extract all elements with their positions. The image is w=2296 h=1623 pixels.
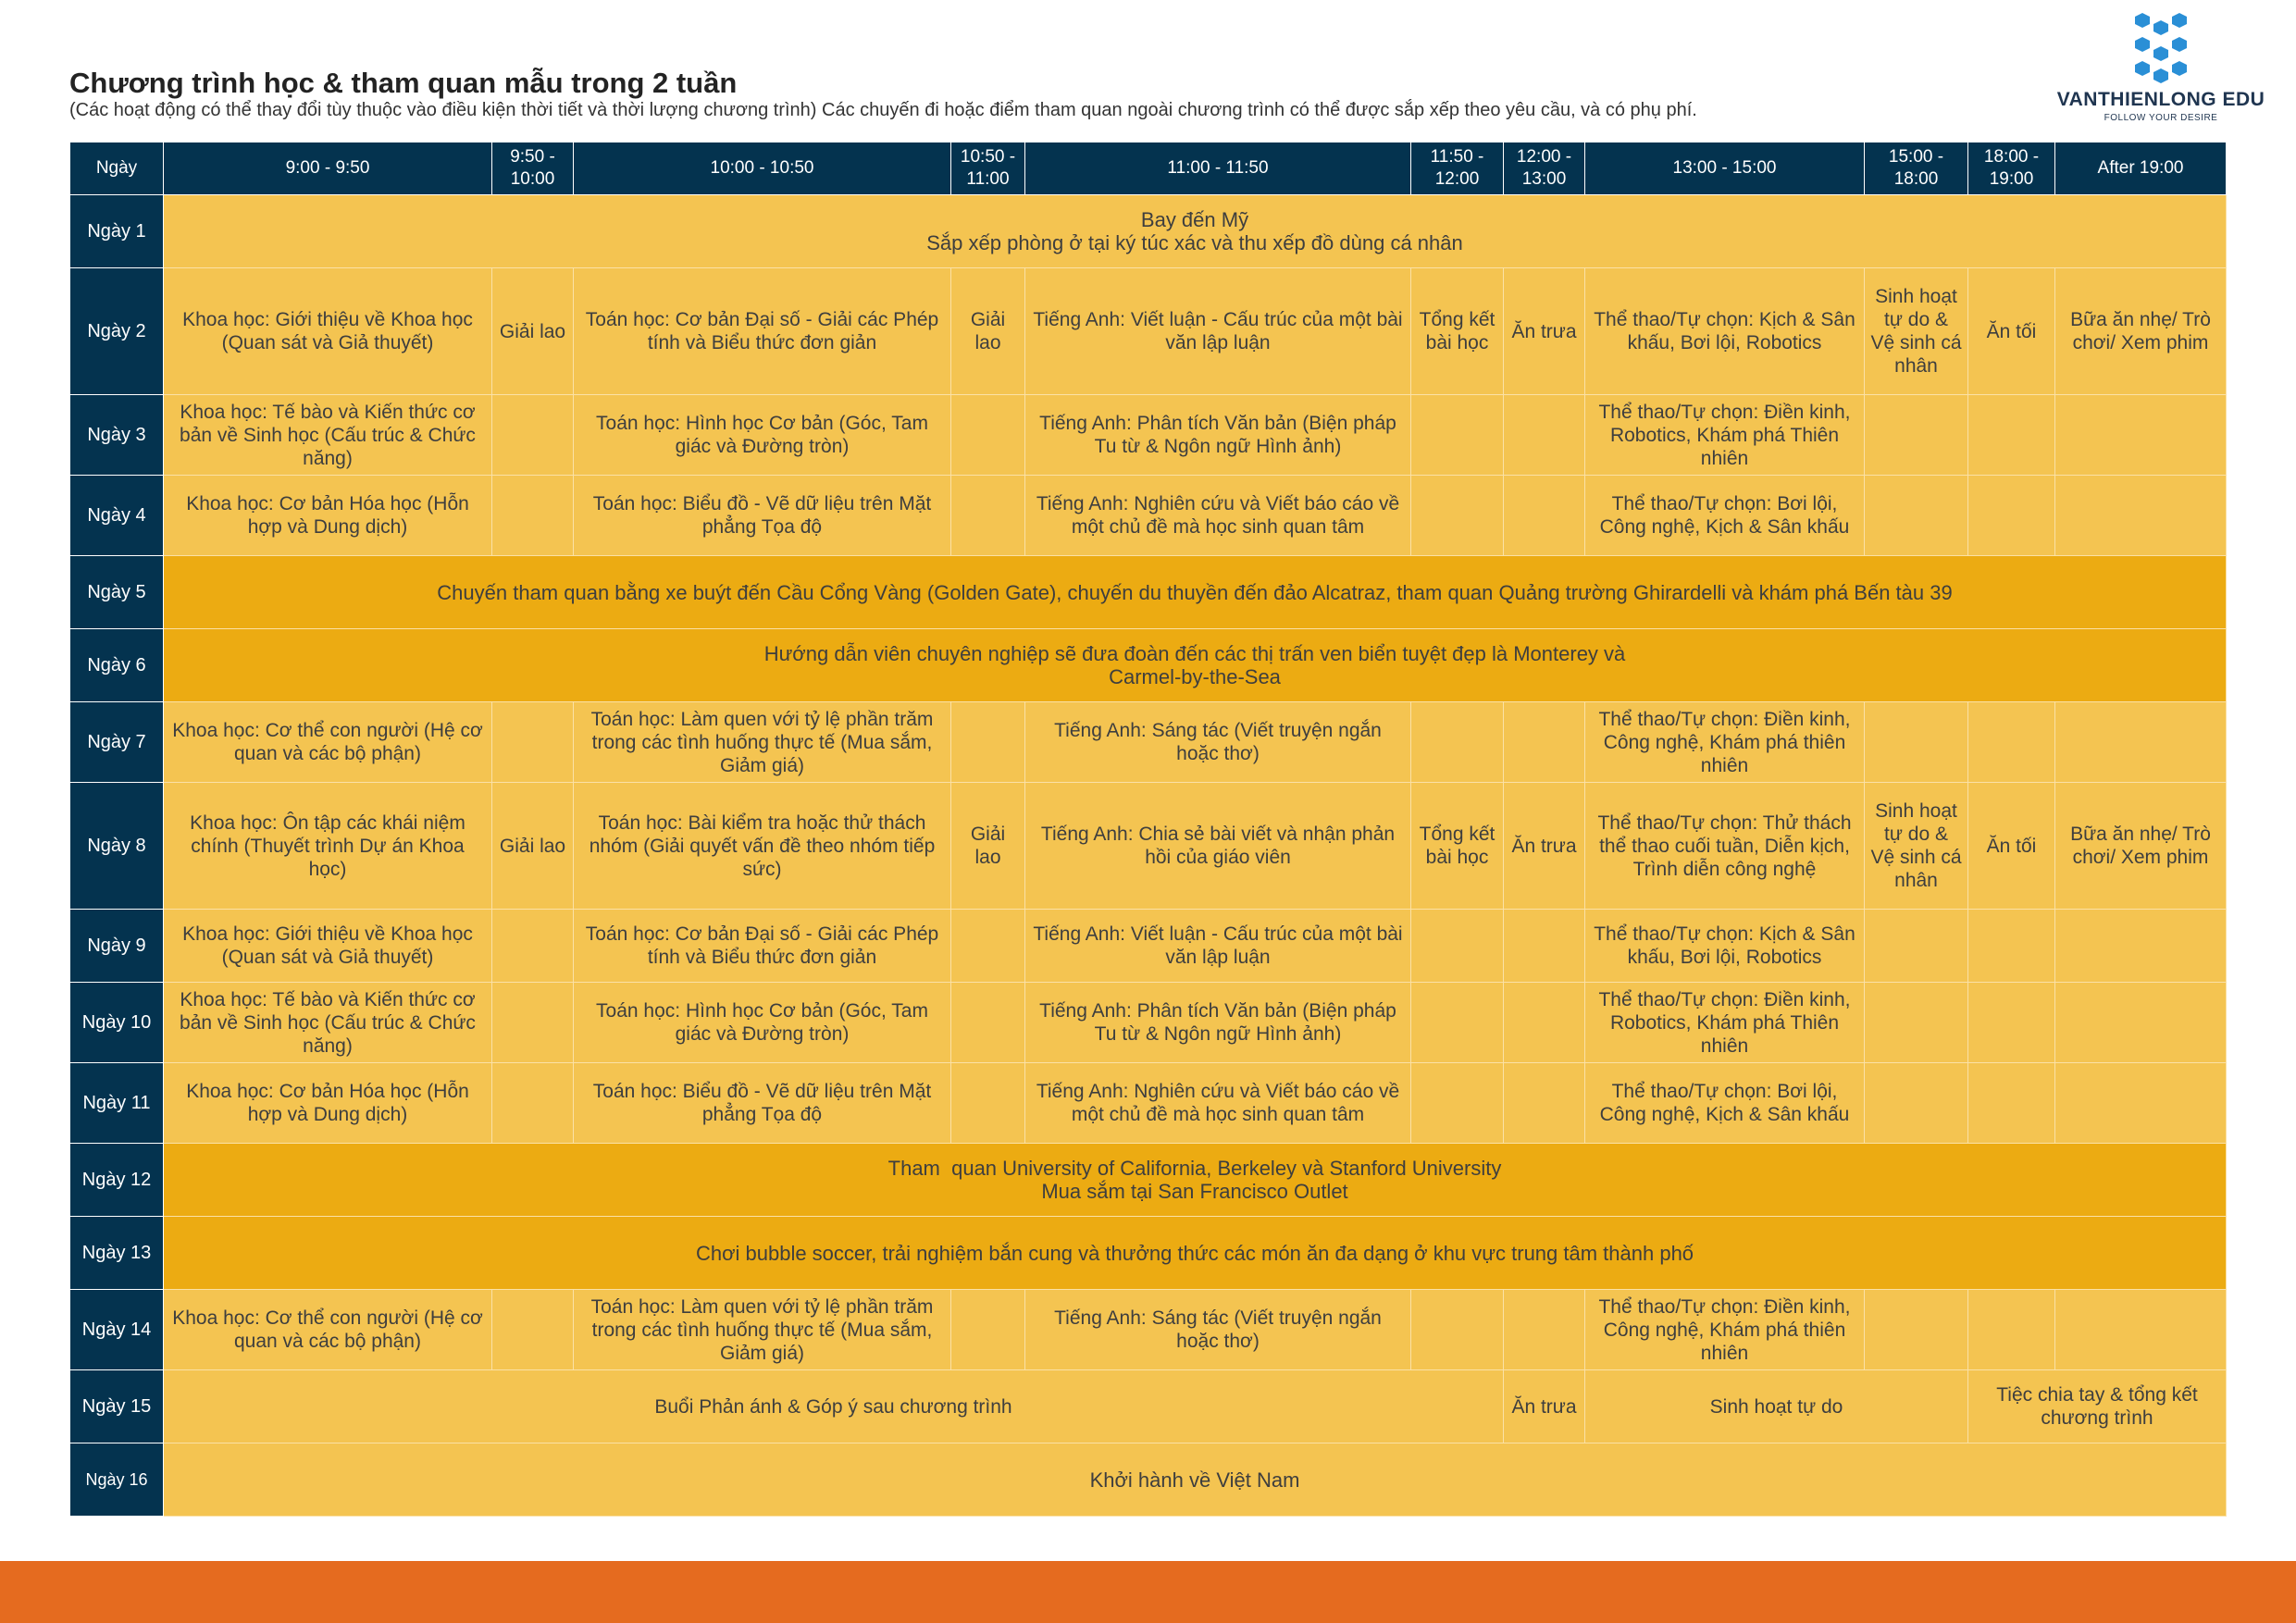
empty-cell bbox=[951, 910, 1025, 983]
lunch-cell: Ăn trưa bbox=[1504, 1370, 1585, 1443]
sports-cell: Thể thao/Tự chọn: Kịch & Sân khấu, Bơi lội, Robotics bbox=[1585, 910, 1865, 983]
english-cell: Tiếng Anh: Phân tích Văn bản (Biện pháp Tu từ & Ngôn ngữ Hình ảnh) bbox=[1025, 395, 1411, 476]
activity-line: Sắp xếp phòng ở tại ký túc xác và thu xếp đồ dùng cá nhân bbox=[926, 231, 1463, 254]
empty-cell bbox=[1968, 1063, 2055, 1144]
brand-logo bbox=[2045, 11, 2277, 123]
col-header-1500: 15:00 - 18:00 bbox=[1865, 142, 1968, 195]
empty-cell bbox=[2055, 910, 2227, 983]
break-cell: Giải lao bbox=[951, 268, 1025, 395]
activity-line: Mua sắm tại San Francisco Outlet bbox=[1041, 1180, 1348, 1203]
day-label: Ngày 5 bbox=[70, 556, 164, 629]
col-header-day: Ngày bbox=[70, 142, 164, 195]
free-time-cell: Sinh hoạt tự do bbox=[1585, 1370, 1968, 1443]
science-cell: Khoa học: Giới thiệu về Khoa học (Quan sát và Giả thuyết) bbox=[164, 268, 492, 395]
empty-cell bbox=[2055, 476, 2227, 556]
math-cell: Toán học: Cơ bản Đại số - Giải các Phép tính và Biểu thức đơn giản bbox=[574, 910, 951, 983]
sports-cell: Thể thao/Tự chọn: Bơi lội, Công nghệ, Kịch & Sân khấu bbox=[1585, 1063, 1865, 1144]
activity-line: Carmel-by-the-Sea bbox=[1109, 665, 1281, 688]
free-time-cell: Sinh hoạt tự do & Vệ sinh cá nhân bbox=[1865, 268, 1968, 395]
empty-cell bbox=[1411, 395, 1504, 476]
empty-cell bbox=[1968, 395, 2055, 476]
empty-cell bbox=[2055, 395, 2227, 476]
sports-cell: Thể thao/Tự chọn: Bơi lội, Công nghệ, Kịch & Sân khấu bbox=[1585, 476, 1865, 556]
review-cell: Tổng kết bài học bbox=[1411, 783, 1504, 910]
sports-cell: Thể thao/Tự chọn: Điền kinh, Công nghệ, Khám phá thiên nhiên bbox=[1585, 1290, 1865, 1370]
science-cell: Khoa học: Cơ thể con người (Hệ cơ quan và các bộ phận) bbox=[164, 702, 492, 783]
day-label: Ngày 2 bbox=[70, 268, 164, 395]
empty-cell bbox=[2055, 1290, 2227, 1370]
page-subtitle: (Các hoạt động có thể thay đổi tùy thuộc vào điều kiện thời tiết và thời lượng chương trình) Các chuyến đi hoặc điểm tham quan ngoài chương trình có thể được sắp xếp theo yêu cầu, và có phụ phí. bbox=[69, 100, 1697, 120]
empty-cell bbox=[1504, 476, 1585, 556]
empty-cell bbox=[1865, 1290, 1968, 1370]
col-header-1200: 12:00 - 13:00 bbox=[1504, 142, 1585, 195]
table-row bbox=[70, 1217, 2227, 1290]
break-cell: Giải lao bbox=[492, 783, 574, 910]
math-cell: Toán học: Biểu đồ - Vẽ dữ liệu trên Mặt phẳng Tọa độ bbox=[574, 1063, 951, 1144]
science-cell: Khoa học: Cơ bản Hóa học (Hỗn hợp và Dung dịch) bbox=[164, 476, 492, 556]
empty-cell bbox=[1865, 983, 1968, 1063]
sports-cell: Thể thao/Tự chọn: Thử thách thể thao cuối tuần, Diễn kịch, Trình diễn công nghệ bbox=[1585, 783, 1865, 910]
col-header-0900: 9:00 - 9:50 bbox=[164, 142, 492, 195]
empty-cell bbox=[1968, 983, 2055, 1063]
empty-cell bbox=[492, 983, 574, 1063]
empty-cell bbox=[1411, 702, 1504, 783]
day-label: Ngày 4 bbox=[70, 476, 164, 556]
schedule-table bbox=[69, 142, 2227, 1517]
science-cell: Khoa học: Tế bào và Kiến thức cơ bản về Sinh học (Cấu trúc & Chức năng) bbox=[164, 395, 492, 476]
math-cell: Toán học: Hình học Cơ bản (Góc, Tam giác và Đường tròn) bbox=[574, 983, 951, 1063]
lunch-cell: Ăn trưa bbox=[1504, 783, 1585, 910]
math-cell: Toán học: Hình học Cơ bản (Góc, Tam giác và Đường tròn) bbox=[574, 395, 951, 476]
col-header-1000: 10:00 - 10:50 bbox=[574, 142, 951, 195]
evening-cell: Bữa ăn nhẹ/ Trò chơi/ Xem phim bbox=[2055, 783, 2227, 910]
empty-cell bbox=[492, 910, 574, 983]
empty-cell bbox=[2055, 983, 2227, 1063]
english-cell: Tiếng Anh: Nghiên cứu và Viết báo cáo về một chủ đề mà học sinh quan tâm bbox=[1025, 1063, 1411, 1144]
english-cell: Tiếng Anh: Viết luận - Cấu trúc của một bài văn lập luận bbox=[1025, 268, 1411, 395]
excursion-cell bbox=[164, 1144, 2227, 1217]
empty-cell bbox=[1504, 702, 1585, 783]
empty-cell bbox=[2055, 702, 2227, 783]
sports-cell: Thể thao/Tự chọn: Kịch & Sân khấu, Bơi lội, Robotics bbox=[1585, 268, 1865, 395]
day-label: Ngày 13 bbox=[70, 1217, 164, 1290]
review-cell: Tổng kết bài học bbox=[1411, 268, 1504, 395]
empty-cell bbox=[1968, 702, 2055, 783]
table-row bbox=[70, 556, 2227, 629]
table-row bbox=[70, 1443, 2227, 1517]
math-cell: Toán học: Làm quen với tỷ lệ phần trăm trong các tình huống thực tế (Mua sắm, Giảm giá) bbox=[574, 702, 951, 783]
activity-line: Bay đến Mỹ bbox=[1140, 208, 1249, 231]
empty-cell bbox=[1504, 983, 1585, 1063]
empty-cell bbox=[951, 395, 1025, 476]
col-header-1800: 18:00 - 19:00 bbox=[1968, 142, 2055, 195]
table-row bbox=[70, 983, 2227, 1063]
day-label: Ngày 3 bbox=[70, 395, 164, 476]
math-cell: Toán học: Bài kiểm tra hoặc thử thách nhóm (Giải quyết vấn đề theo nhóm tiếp sức) bbox=[574, 783, 951, 910]
dinner-cell: Ăn tối bbox=[1968, 783, 2055, 910]
empty-cell bbox=[492, 395, 574, 476]
table-row bbox=[70, 1063, 2227, 1144]
activity-line: Tham quan University of California, Berkeley và Stanford University bbox=[887, 1157, 1502, 1180]
sports-cell: Thể thao/Tự chọn: Điền kinh, Robotics, Khám phá Thiên nhiên bbox=[1585, 983, 1865, 1063]
break-cell: Giải lao bbox=[492, 268, 574, 395]
empty-cell bbox=[492, 476, 574, 556]
footer-bar bbox=[0, 1561, 2296, 1623]
math-cell: Toán học: Biểu đồ - Vẽ dữ liệu trên Mặt phẳng Tọa độ bbox=[574, 476, 951, 556]
sports-cell: Thể thao/Tự chọn: Điền kinh, Robotics, Khám phá Thiên nhiên bbox=[1585, 395, 1865, 476]
empty-cell bbox=[1865, 910, 1968, 983]
empty-cell bbox=[1411, 476, 1504, 556]
day-label: Ngày 12 bbox=[70, 1144, 164, 1217]
empty-cell bbox=[1411, 1290, 1504, 1370]
math-cell: Toán học: Cơ bản Đại số - Giải các Phép tính và Biểu thức đơn giản bbox=[574, 268, 951, 395]
empty-cell bbox=[1865, 395, 1968, 476]
table-row bbox=[70, 783, 2227, 910]
math-cell: Toán học: Làm quen với tỷ lệ phần trăm trong các tình huống thực tế (Mua sắm, Giảm giá) bbox=[574, 1290, 951, 1370]
excursion-cell: Chuyến tham quan bằng xe buýt đến Cầu Cổng Vàng (Golden Gate), chuyến du thuyền đến đảo Alcatraz, tham quan Quảng trường Ghirardelli và khám phá Bến tàu 39 bbox=[164, 556, 2227, 629]
empty-cell bbox=[951, 1063, 1025, 1144]
col-header-0950: 9:50 - 10:00 bbox=[492, 142, 574, 195]
empty-cell bbox=[492, 1290, 574, 1370]
day-label: Ngày 9 bbox=[70, 910, 164, 983]
english-cell: Tiếng Anh: Sáng tác (Viết truyện ngắn hoặc thơ) bbox=[1025, 1290, 1411, 1370]
col-header-after19: After 19:00 bbox=[2055, 142, 2227, 195]
lunch-cell: Ăn trưa bbox=[1504, 268, 1585, 395]
table-row bbox=[70, 395, 2227, 476]
day-label: Ngày 10 bbox=[70, 983, 164, 1063]
science-cell: Khoa học: Giới thiệu về Khoa học (Quan sát và Giả thuyết) bbox=[164, 910, 492, 983]
empty-cell bbox=[1865, 1063, 1968, 1144]
col-header-1100: 11:00 - 11:50 bbox=[1025, 142, 1411, 195]
empty-cell bbox=[1968, 1290, 2055, 1370]
table-row bbox=[70, 195, 2227, 268]
empty-cell bbox=[1968, 476, 2055, 556]
col-header-1300: 13:00 - 15:00 bbox=[1585, 142, 1865, 195]
empty-cell bbox=[492, 1063, 574, 1144]
empty-cell bbox=[1504, 1290, 1585, 1370]
header-row bbox=[70, 142, 2227, 195]
day-label: Ngày 1 bbox=[70, 195, 164, 268]
english-cell: Tiếng Anh: Phân tích Văn bản (Biện pháp Tu từ & Ngôn ngữ Hình ảnh) bbox=[1025, 983, 1411, 1063]
evening-cell: Bữa ăn nhẹ/ Trò chơi/ Xem phim bbox=[2055, 268, 2227, 395]
science-cell: Khoa học: Ôn tập các khái niệm chính (Thuyết trình Dự án Khoa học) bbox=[164, 783, 492, 910]
empty-cell bbox=[951, 702, 1025, 783]
english-cell: Tiếng Anh: Chia sẻ bài viết và nhận phản hồi của giáo viên bbox=[1025, 783, 1411, 910]
table-row bbox=[70, 1144, 2227, 1217]
day-label: Ngày 11 bbox=[70, 1063, 164, 1144]
empty-cell bbox=[951, 476, 1025, 556]
empty-cell bbox=[1411, 1063, 1504, 1144]
day-label: Ngày 7 bbox=[70, 702, 164, 783]
english-cell: Tiếng Anh: Viết luận - Cấu trúc của một bài văn lập luận bbox=[1025, 910, 1411, 983]
english-cell: Tiếng Anh: Sáng tác (Viết truyện ngắn hoặc thơ) bbox=[1025, 702, 1411, 783]
excursion-cell: Chơi bubble soccer, trải nghiệm bắn cung và thưởng thức các món ăn đa dạng ở khu vực trung tâm thành phố bbox=[164, 1217, 2227, 1290]
day-label: Ngày 14 bbox=[70, 1290, 164, 1370]
col-header-1050: 10:50 - 11:00 bbox=[951, 142, 1025, 195]
logo-brand-name: VANTHIENLONG EDU bbox=[2056, 89, 2265, 110]
table-row bbox=[70, 910, 2227, 983]
dinner-cell: Ăn tối bbox=[1968, 268, 2055, 395]
reflection-cell: Buổi Phản ánh & Góp ý sau chương trình bbox=[164, 1370, 1504, 1443]
table-row bbox=[70, 268, 2227, 395]
day-label: Ngày 6 bbox=[70, 629, 164, 702]
empty-cell bbox=[2055, 1063, 2227, 1144]
logo-tagline: FOLLOW YOUR DESIRE bbox=[2104, 113, 2218, 123]
table-row bbox=[70, 476, 2227, 556]
break-cell: Giải lao bbox=[951, 783, 1025, 910]
empty-cell bbox=[1504, 910, 1585, 983]
science-cell: Khoa học: Cơ thể con người (Hệ cơ quan và các bộ phận) bbox=[164, 1290, 492, 1370]
english-cell: Tiếng Anh: Nghiên cứu và Viết báo cáo về một chủ đề mà học sinh quan tâm bbox=[1025, 476, 1411, 556]
empty-cell bbox=[1504, 395, 1585, 476]
day-label: Ngày 15 bbox=[70, 1370, 164, 1443]
empty-cell bbox=[492, 702, 574, 783]
table-row bbox=[70, 629, 2227, 702]
page-title: Chương trình học & tham quan mẫu trong 2 tuần bbox=[69, 67, 738, 99]
day-label: Ngày 16 bbox=[70, 1443, 164, 1517]
departure-cell: Khởi hành về Việt Nam bbox=[164, 1443, 2227, 1517]
science-cell: Khoa học: Tế bào và Kiến thức cơ bản về Sinh học (Cấu trúc & Chức năng) bbox=[164, 983, 492, 1063]
vanthienlong-cube-logo-icon bbox=[2127, 11, 2195, 85]
science-cell: Khoa học: Cơ bản Hóa học (Hỗn hợp và Dung dịch) bbox=[164, 1063, 492, 1144]
free-time-cell: Sinh hoạt tự do & Vệ sinh cá nhân bbox=[1865, 783, 1968, 910]
col-header-1150: 11:50 - 12:00 bbox=[1411, 142, 1504, 195]
sports-cell: Thể thao/Tự chọn: Điền kinh, Công nghệ, Khám phá thiên nhiên bbox=[1585, 702, 1865, 783]
table-row bbox=[70, 1370, 2227, 1443]
empty-cell bbox=[1865, 702, 1968, 783]
empty-cell bbox=[1968, 910, 2055, 983]
table-row bbox=[70, 1290, 2227, 1370]
empty-cell bbox=[1411, 983, 1504, 1063]
empty-cell bbox=[951, 1290, 1025, 1370]
excursion-cell bbox=[164, 629, 2227, 702]
empty-cell bbox=[1865, 476, 1968, 556]
farewell-party-cell: Tiệc chia tay & tổng kết chương trình bbox=[1968, 1370, 2227, 1443]
activity-line: Hướng dẫn viên chuyên nghiệp sẽ đưa đoàn đến các thị trấn ven biển tuyệt đẹp là Monterey và bbox=[763, 642, 1626, 665]
table-row bbox=[70, 702, 2227, 783]
empty-cell bbox=[1504, 1063, 1585, 1144]
empty-cell bbox=[951, 983, 1025, 1063]
day-label: Ngày 8 bbox=[70, 783, 164, 910]
activity-cell bbox=[164, 195, 2227, 268]
empty-cell bbox=[1411, 910, 1504, 983]
